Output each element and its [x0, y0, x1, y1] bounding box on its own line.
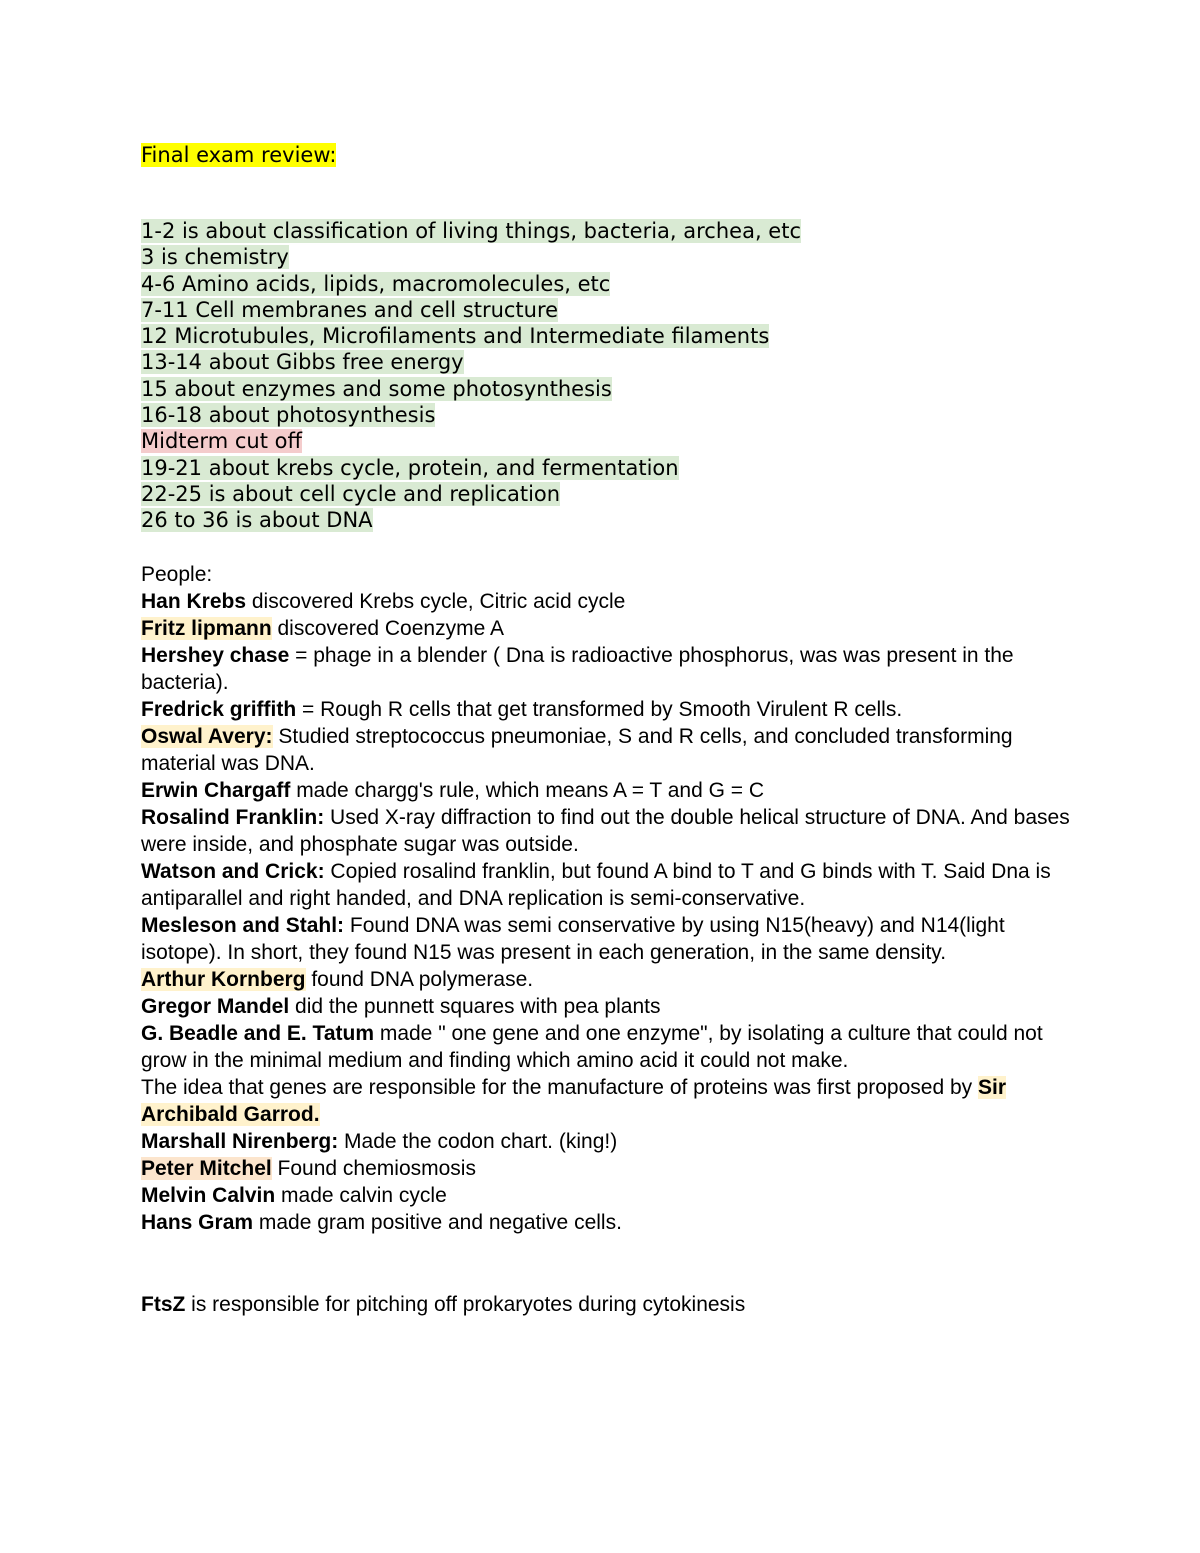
person-description: Studied streptococcus pneumoniae, S and R cells, and concluded transforming material was DNA. — [141, 724, 1013, 775]
person-description: made " one gene and one enzyme", by isolating a culture that could not grow in the minimal medium and finding which amino acid it could not make. — [141, 1021, 1043, 1072]
topic-item: 13-14 about Gibbs free energy — [141, 350, 464, 375]
topic-item: 15 about enzymes and some photosynthesis — [141, 376, 612, 401]
person-name: G. Beadle and E. Tatum — [141, 1021, 374, 1045]
topic-item: 16-18 about photosynthesis — [141, 403, 436, 428]
person-description: = Rough R cells that get transformed by Smooth Virulent R cells. — [296, 697, 903, 721]
topic-item: 3 is chemistry — [141, 245, 289, 270]
ftsz-term: FtsZ — [141, 1292, 186, 1316]
person-name: Han Krebs — [141, 589, 247, 613]
person-entry — [141, 588, 1071, 615]
person-description: made gram positive and negative cells. — [253, 1210, 622, 1234]
person-entry — [141, 696, 1071, 723]
person-name: Sir Archibald Garrod. — [141, 1075, 1006, 1126]
person-description: Used X-ray diffraction to find out the double helical structure of DNA. And bases were inside, and phosphate sugar was outside. — [141, 805, 1070, 856]
person-description: found DNA polymerase. — [305, 967, 534, 991]
person-description: made chargg's rule, which means A = T and G = C — [290, 778, 765, 802]
person-description: The idea that genes are responsible for the manufacture of proteins was first proposed by — [141, 1075, 978, 1099]
person-entry — [141, 615, 1071, 642]
person-entry — [141, 723, 1071, 777]
person-entry — [141, 777, 1071, 804]
person-name: Melvin Calvin — [141, 1183, 276, 1207]
person-entry — [141, 804, 1071, 858]
person-description: did the punnett squares with pea plants — [289, 994, 661, 1018]
person-entry — [141, 642, 1071, 696]
person-name: Fritz lipmann — [141, 616, 272, 640]
person-name: Hershey chase — [141, 643, 290, 667]
person-description: = phage in a blender ( Dna is radioactive phosphorus, was was present in the bacteria). — [141, 643, 1014, 694]
document-page — [141, 140, 1071, 1318]
people-heading: People: — [141, 562, 213, 586]
document-title: Final exam review: — [141, 143, 337, 167]
person-description: Copied rosalind franklin, but found A bind to T and G binds with T. Said Dna is antiparallel and right handed, and DNA replication is semi-conservative. — [141, 859, 1051, 910]
topic-item: 12 Microtubules, Microfilaments and Intermediate filaments — [141, 324, 770, 349]
topic-item: 4-6 Amino acids, lipids, macromolecules, etc — [141, 271, 611, 296]
topic-item: 22-25 is about cell cycle and replication — [141, 481, 561, 506]
person-description: discovered Coenzyme A — [271, 616, 504, 640]
person-entry — [141, 912, 1071, 966]
person-entry — [141, 1182, 1071, 1209]
person-description: Found chemiosmosis — [271, 1156, 476, 1180]
person-entry — [141, 1020, 1071, 1074]
ftsz-note — [141, 1291, 1071, 1318]
person-name: Gregor Mandel — [141, 994, 290, 1018]
person-name: Watson and Crick: — [141, 859, 325, 883]
person-entry — [141, 1155, 1071, 1182]
person-name: Fredrick griffith — [141, 697, 297, 721]
topic-list — [141, 218, 1071, 534]
topic-item: 19-21 about krebs cycle, protein, and fermentation — [141, 455, 679, 480]
person-name: Erwin Chargaff — [141, 778, 291, 802]
person-description: discovered Krebs cycle, Citric acid cycle — [246, 589, 626, 613]
person-description: made calvin cycle — [275, 1183, 447, 1207]
person-name: Hans Gram — [141, 1210, 254, 1234]
topic-item: 26 to 36 is about DNA — [141, 508, 373, 533]
topic-item: 7-11 Cell membranes and cell structure — [141, 297, 559, 322]
title-line — [141, 140, 1071, 170]
person-name: Arthur Kornberg — [141, 967, 306, 991]
person-name: Peter Mitchel — [141, 1156, 272, 1180]
person-entry — [141, 1128, 1071, 1155]
person-description: Found DNA was semi conservative by using N15(heavy) and N14(light isotope). In short, they found N15 was present in each generation, in the same density. — [141, 913, 1005, 964]
person-entry — [141, 966, 1071, 993]
person-entry — [141, 1074, 1071, 1128]
person-entry — [141, 1209, 1071, 1236]
person-entry — [141, 993, 1071, 1020]
person-entry — [141, 858, 1071, 912]
topic-item: 1-2 is about classification of living things, bacteria, archea, etc — [141, 219, 801, 243]
person-name: Oswal Avery: — [141, 724, 273, 748]
person-name: Marshall Nirenberg: — [141, 1129, 339, 1153]
ftsz-description: is responsible for pitching off prokaryotes during cytokinesis — [185, 1292, 746, 1316]
person-description: Made the codon chart. (king!) — [338, 1129, 618, 1153]
person-name: Mesleson and Stahl: — [141, 913, 345, 937]
people-section — [141, 561, 1071, 1236]
midterm-cutoff: Midterm cut off — [141, 429, 302, 454]
person-name: Rosalind Franklin: — [141, 805, 325, 829]
